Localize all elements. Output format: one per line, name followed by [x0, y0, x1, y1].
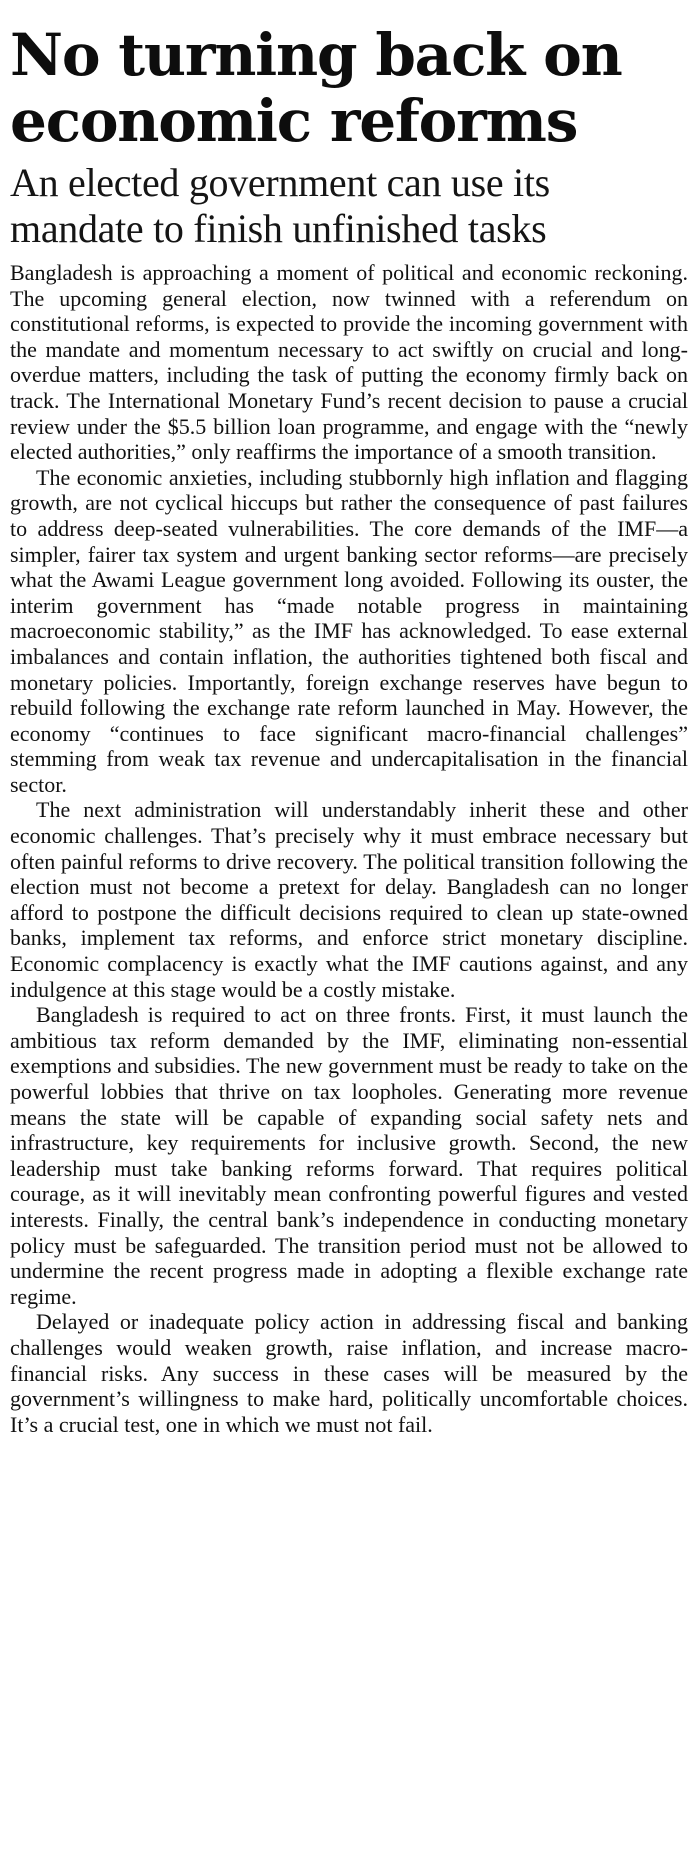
paragraph-1: Bangladesh is approaching a moment of political and economic reckoning. The upcoming general election, now twinned with a referendum on constitutional reforms, is expected to provide the incoming government with the mandate and momentum necessary to act swiftly on crucial and long-overdue matters, including the task of putting the economy firmly back on track. The International Monetary Fund’s recent decision to pause a crucial review under the $5.5 billion loan programme, and engage with the “newly elected authorities,” only reaffirms the importance of a smooth transition.: [10, 260, 688, 465]
paragraph-5: Delayed or inadequate policy action in addressing fiscal and banking challenges would weaken growth, raise inflation, and increase macro-financial risks. Any success in these cases will be measured by the government’s willingness to make hard, politically uncomfortable choices. It’s a crucial test, one in which we must not fail.: [10, 1309, 688, 1437]
subheadline: An elected government can use its mandate to finish unfinished tasks: [10, 160, 550, 251]
article-body: [10, 260, 688, 1437]
headline: No turning back on economic reforms: [10, 21, 622, 155]
paragraph-2: The economic anxieties, including stubbornly high inflation and flagging growth, are not cyclical hiccups but rather the consequence of past failures to address deep-seated vulnerabilities. The core demands of the IMF—a simpler, fairer tax system and urgent banking sector reforms—are precisely what the Awami League government long avoided. Following its ouster, the interim government has “made notable progress in maintaining macroeconomic stability,” as the IMF has acknowledged. To ease external imbalances and contain inflation, the authorities tightened both fiscal and monetary policies. Importantly, foreign exchange reserves have begun to rebuild following the exchange rate reform launched in May. However, the economy “continues to face significant macro-financial challenges” stemming from weak tax revenue and undercapitalisation in the financial sector.: [10, 464, 688, 797]
paragraph-3: The next administration will understandably inherit these and other economic challenges. That’s precisely why it must embrace necessary but often painful reforms to drive recovery. The political transition following the election must not become a pretext for delay. Bangladesh can no longer afford to postpone the difficult decisions required to clean up state-owned banks, implement tax reforms, and enforce strict monetary discipline. Economic complacency is exactly what the IMF cautions against, and any indulgence at this stage would be a costly mistake.: [10, 797, 688, 1002]
paragraph-4: Bangladesh is required to act on three fronts. First, it must launch the ambitious tax reform demanded by the IMF, eliminating non-essential exemptions and subsidies. The new government must be ready to take on the powerful lobbies that thrive on tax loopholes. Generating more revenue means the state will be capable of expanding social safety nets and infrastructure, key requirements for inclusive growth. Second, the new leadership must take banking reforms forward. That requires political courage, as it will inevitably mean confronting powerful figures and vested interests. Finally, the central bank’s independence in conducting monetary policy must be safeguarded. The transition period must not be allowed to undermine the recent progress made in adopting a flexible exchange rate regime.: [10, 1002, 688, 1309]
